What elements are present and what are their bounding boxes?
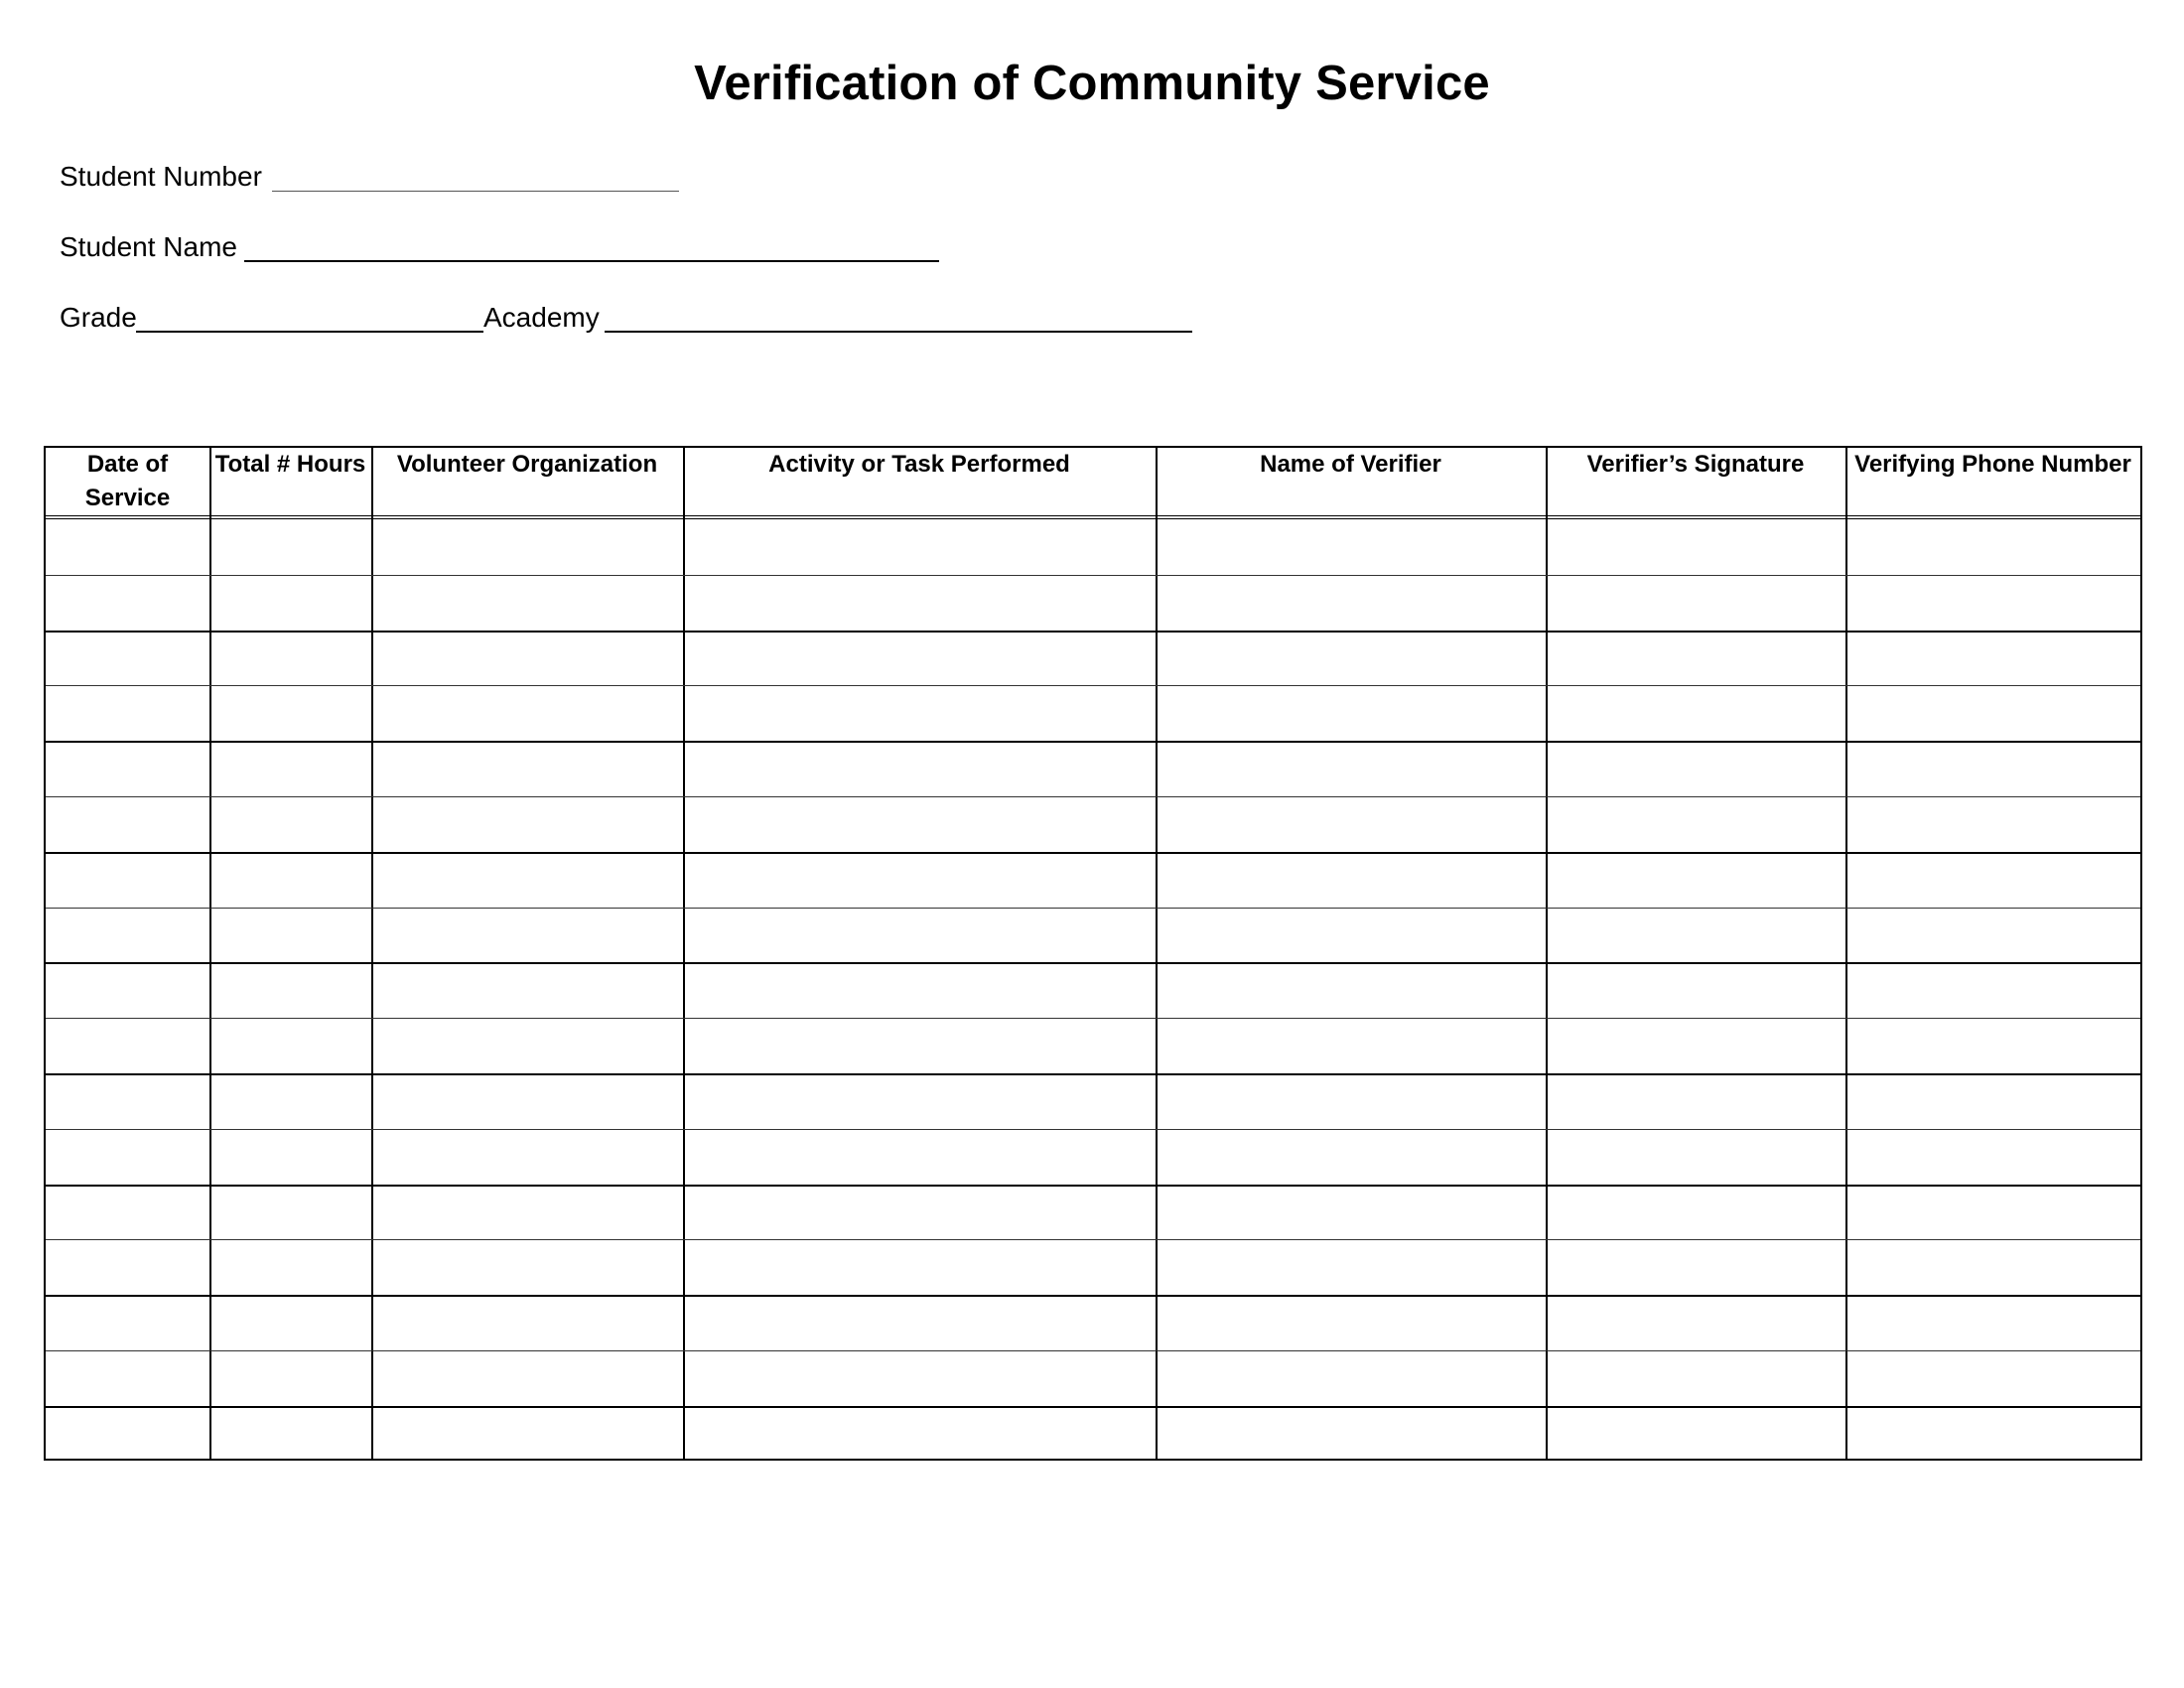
table-row [46,631,2140,686]
table-row [46,519,2140,575]
table-cell[interactable] [209,519,371,575]
header-total-hours: Total # Hours [214,451,366,478]
table-row [46,1185,2140,1240]
table-cell[interactable] [683,908,1156,963]
table-cell[interactable] [46,962,209,1018]
table-cell[interactable] [1845,1018,2140,1073]
table-row [46,1406,2140,1462]
table-cell[interactable] [209,1350,371,1406]
table-cell[interactable] [1156,1295,1546,1350]
row-divider [46,741,2140,743]
table-cell[interactable] [1546,852,1845,908]
table-cell[interactable] [209,1239,371,1295]
table-cell[interactable] [46,796,209,852]
table-cell[interactable] [46,1406,209,1462]
table-cell[interactable] [371,1239,683,1295]
table-cell[interactable] [1845,575,2140,631]
table-cell[interactable] [1546,1073,1845,1129]
table-row [46,1239,2140,1295]
table-cell[interactable] [1546,1295,1845,1350]
table-cell[interactable] [683,852,1156,908]
table-cell[interactable] [683,796,1156,852]
table-cell[interactable] [209,962,371,1018]
table-row [46,1295,2140,1350]
student-number-label: Student Number [60,161,262,192]
table-cell[interactable] [46,1129,209,1185]
table-cell[interactable] [209,796,371,852]
header-date-of-service: Date of Service [84,451,171,511]
table-cell[interactable] [371,519,683,575]
table-cell[interactable] [46,852,209,908]
table-cell[interactable] [1546,962,1845,1018]
header-verifying-phone-number: Verifying Phone Number [1854,451,2131,478]
table-row [46,1018,2140,1073]
row-divider [46,852,2140,854]
table-cell[interactable] [1845,519,2140,575]
row-divider [46,1018,2140,1019]
table-row [46,741,2140,796]
table-cell[interactable] [683,1406,1156,1462]
table-cell[interactable] [209,575,371,631]
table-cell[interactable] [209,1073,371,1129]
table-cell[interactable] [371,962,683,1018]
table-cell[interactable] [371,1073,683,1129]
table-cell[interactable] [1845,1350,2140,1406]
table-cell[interactable] [209,1406,371,1462]
table-cell[interactable] [1156,741,1546,796]
table-cell[interactable] [1845,796,2140,852]
table-cell[interactable] [683,631,1156,686]
table-cell[interactable] [683,1073,1156,1129]
table-cell[interactable] [371,685,683,741]
table-cell[interactable] [46,685,209,741]
table-cell[interactable] [1546,1018,1845,1073]
table-cell[interactable] [371,741,683,796]
table-cell[interactable] [1546,685,1845,741]
table-cell[interactable] [1546,575,1845,631]
student-name-input-line[interactable] [244,260,939,262]
table-cell[interactable] [209,908,371,963]
header-activity-or-task: Activity or Task Performed [768,451,1070,478]
table-cell[interactable] [1546,1239,1845,1295]
table-cell[interactable] [683,1185,1156,1240]
table-cell[interactable] [683,1350,1156,1406]
table-row [46,1129,2140,1185]
table-row [46,962,2140,1018]
table-cell[interactable] [683,575,1156,631]
table-cell[interactable] [1546,741,1845,796]
table-cell[interactable] [371,1350,683,1406]
table-cell[interactable] [209,1018,371,1073]
row-divider [46,1129,2140,1130]
table-cell[interactable] [46,741,209,796]
table-cell[interactable] [371,852,683,908]
table-cell[interactable] [1156,685,1546,741]
header-verifier-signature: Verifier’s Signature [1586,451,1805,478]
row-divider [46,1239,2140,1240]
grade-academy-field [60,298,1211,338]
table-cell[interactable] [683,1018,1156,1073]
row-divider [46,685,2140,686]
table-cell[interactable] [371,1129,683,1185]
table-cell[interactable] [683,519,1156,575]
table-cell[interactable] [1156,1406,1546,1462]
table-cell[interactable] [1156,962,1546,1018]
table-cell[interactable] [371,631,683,686]
table-cell[interactable] [371,1295,683,1350]
table-cell[interactable] [46,1239,209,1295]
table-cell[interactable] [1156,1350,1546,1406]
row-divider [46,1185,2140,1187]
row-divider [46,962,2140,964]
table-row [46,1073,2140,1129]
table-cell[interactable] [46,1185,209,1240]
table-cell[interactable] [46,1073,209,1129]
table-row [46,685,2140,741]
table-cell[interactable] [371,1185,683,1240]
table-cell[interactable] [1156,1185,1546,1240]
table-cell[interactable] [1156,631,1546,686]
table-cell[interactable] [46,1350,209,1406]
table-cell[interactable] [1845,1073,2140,1129]
table-cell[interactable] [683,741,1156,796]
table-cell[interactable] [1845,631,2140,686]
table-cell[interactable] [209,741,371,796]
table-cell[interactable] [1546,1185,1845,1240]
table-cell[interactable] [1845,741,2140,796]
table-cell[interactable] [1845,1185,2140,1240]
header-name-of-verifier: Name of Verifier [1260,451,1441,478]
table-cell[interactable] [209,1129,371,1185]
table-cell[interactable] [1156,575,1546,631]
table-cell[interactable] [209,1185,371,1240]
table-cell[interactable] [209,1295,371,1350]
table-cell[interactable] [1546,796,1845,852]
table-cell[interactable] [1845,962,2140,1018]
table-cell[interactable] [1156,1073,1546,1129]
table-cell[interactable] [1845,1295,2140,1350]
table-cell[interactable] [1546,519,1845,575]
table-cell[interactable] [1156,1018,1546,1073]
table-cell[interactable] [371,1406,683,1462]
table-cell[interactable] [46,1295,209,1350]
table-cell[interactable] [1156,1239,1546,1295]
academy-input-line[interactable] [605,331,1192,333]
table-cell[interactable] [1546,1129,1845,1185]
row-divider [46,1073,2140,1075]
table-row [46,1350,2140,1406]
table-cell[interactable] [1546,631,1845,686]
table-cell[interactable] [1156,1129,1546,1185]
table-cell[interactable] [46,631,209,686]
table-cell[interactable] [46,519,209,575]
table-cell[interactable] [683,1295,1156,1350]
grade-label: Grade [60,302,137,333]
table-cell[interactable] [46,575,209,631]
table-cell[interactable] [1156,519,1546,575]
header-volunteer-organization: Volunteer Organization [396,451,658,478]
student-number-field [60,157,695,197]
table-cell[interactable] [683,685,1156,741]
table-cell[interactable] [1845,852,2140,908]
table-cell[interactable] [683,1239,1156,1295]
row-divider [46,1350,2140,1351]
table-cell[interactable] [209,685,371,741]
table-cell[interactable] [371,575,683,631]
service-log-table [44,446,2142,1461]
table-cell[interactable] [1845,908,2140,963]
row-divider [46,796,2140,797]
table-cell[interactable] [1156,796,1546,852]
table-cell[interactable] [46,908,209,963]
table-cell[interactable] [1845,1239,2140,1295]
table-row [46,796,2140,852]
document-title: Verification of Community Service [694,57,1490,110]
table-row [46,575,2140,631]
row-divider [46,631,2140,633]
table-cell[interactable] [209,631,371,686]
student-number-input-line[interactable] [272,191,679,192]
table-cell[interactable] [1546,1350,1845,1406]
table-cell[interactable] [1546,908,1845,963]
academy-label: Academy [483,302,600,333]
row-divider [46,1406,2140,1408]
table-cell[interactable] [371,796,683,852]
row-divider [46,1295,2140,1297]
table-cell[interactable] [371,908,683,963]
table-cell[interactable] [46,1018,209,1073]
table-cell[interactable] [1845,1129,2140,1185]
student-name-field [60,227,953,267]
student-name-label: Student Name [60,231,237,262]
grade-input-line[interactable] [136,331,483,333]
table-row [46,852,2140,908]
table-row [46,908,2140,963]
table-cell[interactable] [1845,685,2140,741]
table-cell[interactable] [371,1018,683,1073]
row-divider [46,575,2140,576]
table-cell[interactable] [1156,908,1546,963]
row-divider [46,908,2140,909]
table-cell[interactable] [683,1129,1156,1185]
table-cell[interactable] [1156,852,1546,908]
table-cell[interactable] [1546,1406,1845,1462]
table-cell[interactable] [209,852,371,908]
table-cell[interactable] [1845,1406,2140,1462]
table-cell[interactable] [683,962,1156,1018]
